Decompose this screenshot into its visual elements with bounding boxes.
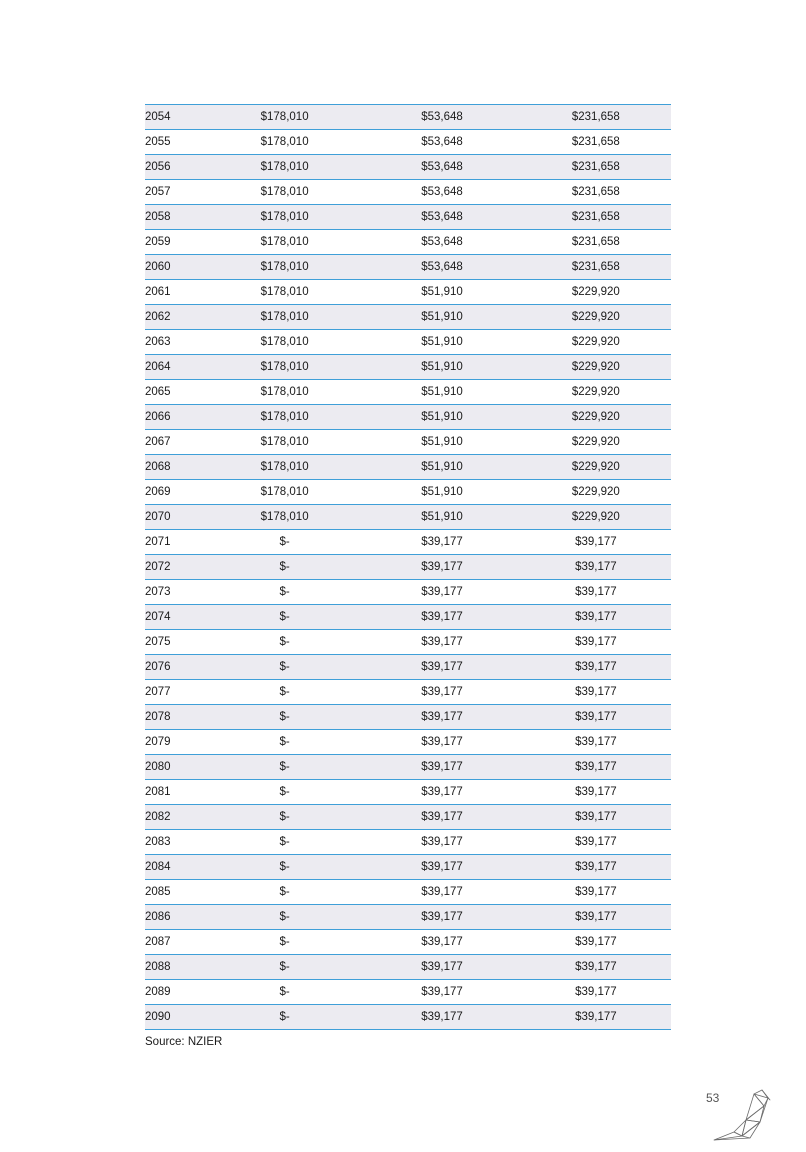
year-cell: 2067 (145, 430, 206, 455)
year-cell: 2059 (145, 230, 206, 255)
table-row (145, 205, 671, 230)
value-cell: $- (206, 980, 363, 1005)
value-cell: $39,177 (521, 930, 671, 955)
value-cell: $53,648 (363, 255, 520, 280)
value-cell: $39,177 (521, 655, 671, 680)
value-cell: $- (206, 780, 363, 805)
value-cell: $51,910 (363, 480, 520, 505)
table-row (145, 130, 671, 155)
data-table (145, 104, 671, 1030)
value-cell: $39,177 (521, 555, 671, 580)
year-cell: 2085 (145, 880, 206, 905)
year-cell: 2054 (145, 105, 206, 130)
table-row (145, 305, 671, 330)
value-cell: $53,648 (363, 155, 520, 180)
value-cell: $51,910 (363, 280, 520, 305)
year-cell: 2087 (145, 930, 206, 955)
value-cell: $39,177 (521, 905, 671, 930)
value-cell: $39,177 (363, 530, 520, 555)
value-cell: $229,920 (521, 330, 671, 355)
table-row (145, 680, 671, 705)
value-cell: $231,658 (521, 230, 671, 255)
year-cell: 2072 (145, 555, 206, 580)
value-cell: $39,177 (363, 730, 520, 755)
year-cell: 2073 (145, 580, 206, 605)
year-cell: 2078 (145, 705, 206, 730)
value-cell: $178,010 (206, 405, 363, 430)
year-cell: 2060 (145, 255, 206, 280)
table-row (145, 980, 671, 1005)
table-row (145, 630, 671, 655)
value-cell: $178,010 (206, 180, 363, 205)
value-cell: $53,648 (363, 205, 520, 230)
table-row (145, 755, 671, 780)
year-cell: 2080 (145, 755, 206, 780)
value-cell: $178,010 (206, 105, 363, 130)
year-cell: 2086 (145, 905, 206, 930)
year-cell: 2070 (145, 505, 206, 530)
table-row (145, 255, 671, 280)
value-cell: $- (206, 655, 363, 680)
table-row (145, 880, 671, 905)
table-row (145, 805, 671, 830)
value-cell: $39,177 (521, 530, 671, 555)
value-cell: $- (206, 930, 363, 955)
year-cell: 2090 (145, 1005, 206, 1030)
source-note: Source: NZIER (145, 1036, 223, 1048)
table-row (145, 580, 671, 605)
year-cell: 2062 (145, 305, 206, 330)
value-cell: $- (206, 555, 363, 580)
year-cell: 2084 (145, 855, 206, 880)
value-cell: $229,920 (521, 355, 671, 380)
table-row (145, 905, 671, 930)
value-cell: $178,010 (206, 455, 363, 480)
value-cell: $- (206, 755, 363, 780)
value-cell: $178,010 (206, 255, 363, 280)
year-cell: 2082 (145, 805, 206, 830)
value-cell: $- (206, 880, 363, 905)
value-cell: $178,010 (206, 330, 363, 355)
table-row (145, 505, 671, 530)
value-cell: $- (206, 855, 363, 880)
table-row (145, 430, 671, 455)
year-cell: 2063 (145, 330, 206, 355)
value-cell: $178,010 (206, 155, 363, 180)
table-row (145, 405, 671, 430)
year-cell: 2075 (145, 630, 206, 655)
value-cell: $- (206, 530, 363, 555)
value-cell: $51,910 (363, 430, 520, 455)
value-cell: $39,177 (363, 955, 520, 980)
year-cell: 2071 (145, 530, 206, 555)
value-cell: $- (206, 680, 363, 705)
value-cell: $39,177 (363, 1005, 520, 1030)
table-row (145, 605, 671, 630)
value-cell: $39,177 (363, 805, 520, 830)
value-cell: $231,658 (521, 155, 671, 180)
value-cell: $- (206, 955, 363, 980)
value-cell: $51,910 (363, 405, 520, 430)
year-cell: 2076 (145, 655, 206, 680)
value-cell: $39,177 (363, 855, 520, 880)
value-cell: $39,177 (521, 1005, 671, 1030)
value-cell: $39,177 (521, 955, 671, 980)
table-row (145, 280, 671, 305)
value-cell: $39,177 (521, 580, 671, 605)
value-cell: $39,177 (363, 930, 520, 955)
value-cell: $- (206, 580, 363, 605)
value-cell: $231,658 (521, 105, 671, 130)
value-cell: $- (206, 630, 363, 655)
value-cell: $39,177 (363, 680, 520, 705)
value-cell: $178,010 (206, 280, 363, 305)
table-row (145, 655, 671, 680)
value-cell: $- (206, 730, 363, 755)
value-cell: $39,177 (521, 755, 671, 780)
table-row (145, 530, 671, 555)
value-cell: $178,010 (206, 130, 363, 155)
value-cell: $39,177 (521, 830, 671, 855)
value-cell: $229,920 (521, 505, 671, 530)
table-row (145, 830, 671, 855)
table-row (145, 955, 671, 980)
value-cell: $39,177 (363, 630, 520, 655)
value-cell: $- (206, 830, 363, 855)
value-cell: $- (206, 705, 363, 730)
year-cell: 2055 (145, 130, 206, 155)
year-cell: 2089 (145, 980, 206, 1005)
value-cell: $229,920 (521, 280, 671, 305)
table-row (145, 705, 671, 730)
value-cell: $178,010 (206, 230, 363, 255)
value-cell: $39,177 (363, 580, 520, 605)
value-cell: $- (206, 905, 363, 930)
table-row (145, 355, 671, 380)
table-row (145, 730, 671, 755)
value-cell: $51,910 (363, 505, 520, 530)
value-cell: $39,177 (363, 755, 520, 780)
year-cell: 2068 (145, 455, 206, 480)
value-cell: $178,010 (206, 355, 363, 380)
value-cell: $39,177 (521, 605, 671, 630)
value-cell: $178,010 (206, 480, 363, 505)
value-cell: $229,920 (521, 405, 671, 430)
table-row (145, 930, 671, 955)
value-cell: $53,648 (363, 230, 520, 255)
value-cell: $229,920 (521, 380, 671, 405)
table-row (145, 855, 671, 880)
value-cell: $51,910 (363, 455, 520, 480)
value-cell: $39,177 (521, 855, 671, 880)
value-cell: $39,177 (363, 830, 520, 855)
value-cell: $39,177 (363, 555, 520, 580)
value-cell: $39,177 (363, 980, 520, 1005)
value-cell: $39,177 (521, 705, 671, 730)
value-cell: $229,920 (521, 305, 671, 330)
value-cell: $178,010 (206, 380, 363, 405)
value-cell: $39,177 (521, 805, 671, 830)
value-cell: $39,177 (363, 780, 520, 805)
value-cell: $53,648 (363, 180, 520, 205)
value-cell: $- (206, 1005, 363, 1030)
value-cell: $178,010 (206, 505, 363, 530)
table-row (145, 780, 671, 805)
value-cell: $51,910 (363, 355, 520, 380)
table-row (145, 230, 671, 255)
value-cell: $39,177 (363, 905, 520, 930)
value-cell: $178,010 (206, 205, 363, 230)
value-cell: $229,920 (521, 455, 671, 480)
table-row (145, 180, 671, 205)
value-cell: $231,658 (521, 255, 671, 280)
table-row (145, 155, 671, 180)
year-cell: 2065 (145, 380, 206, 405)
table-row (145, 330, 671, 355)
value-cell: $229,920 (521, 430, 671, 455)
value-cell: $39,177 (363, 655, 520, 680)
value-cell: $39,177 (521, 680, 671, 705)
value-cell: $178,010 (206, 305, 363, 330)
year-cell: 2083 (145, 830, 206, 855)
value-cell: $178,010 (206, 430, 363, 455)
year-cell: 2074 (145, 605, 206, 630)
table-row (145, 380, 671, 405)
value-cell: $229,920 (521, 480, 671, 505)
value-cell: $231,658 (521, 180, 671, 205)
year-cell: 2081 (145, 780, 206, 805)
value-cell: $53,648 (363, 130, 520, 155)
page-number: 53 (706, 1091, 720, 1105)
value-cell: $39,177 (363, 705, 520, 730)
value-cell: $39,177 (521, 880, 671, 905)
value-cell: $51,910 (363, 305, 520, 330)
year-cell: 2069 (145, 480, 206, 505)
table-row (145, 455, 671, 480)
value-cell: $39,177 (521, 730, 671, 755)
year-cell: 2088 (145, 955, 206, 980)
year-cell: 2066 (145, 405, 206, 430)
table-row (145, 480, 671, 505)
table-row (145, 555, 671, 580)
value-cell: $53,648 (363, 105, 520, 130)
year-cell: 2061 (145, 280, 206, 305)
value-cell: $231,658 (521, 130, 671, 155)
value-cell: $51,910 (363, 380, 520, 405)
table-row (145, 105, 671, 130)
value-cell: $231,658 (521, 205, 671, 230)
value-cell: $39,177 (521, 630, 671, 655)
year-cell: 2077 (145, 680, 206, 705)
table-row (145, 1005, 671, 1030)
value-cell: $- (206, 805, 363, 830)
year-cell: 2058 (145, 205, 206, 230)
value-cell: $39,177 (363, 605, 520, 630)
value-cell: $51,910 (363, 330, 520, 355)
table-body (145, 105, 671, 1030)
year-cell: 2057 (145, 180, 206, 205)
year-cell: 2079 (145, 730, 206, 755)
bird-logo-icon (710, 1088, 776, 1144)
value-cell: $39,177 (363, 880, 520, 905)
year-cell: 2064 (145, 355, 206, 380)
year-cell: 2056 (145, 155, 206, 180)
value-cell: $- (206, 605, 363, 630)
value-cell: $39,177 (521, 780, 671, 805)
value-cell: $39,177 (521, 980, 671, 1005)
